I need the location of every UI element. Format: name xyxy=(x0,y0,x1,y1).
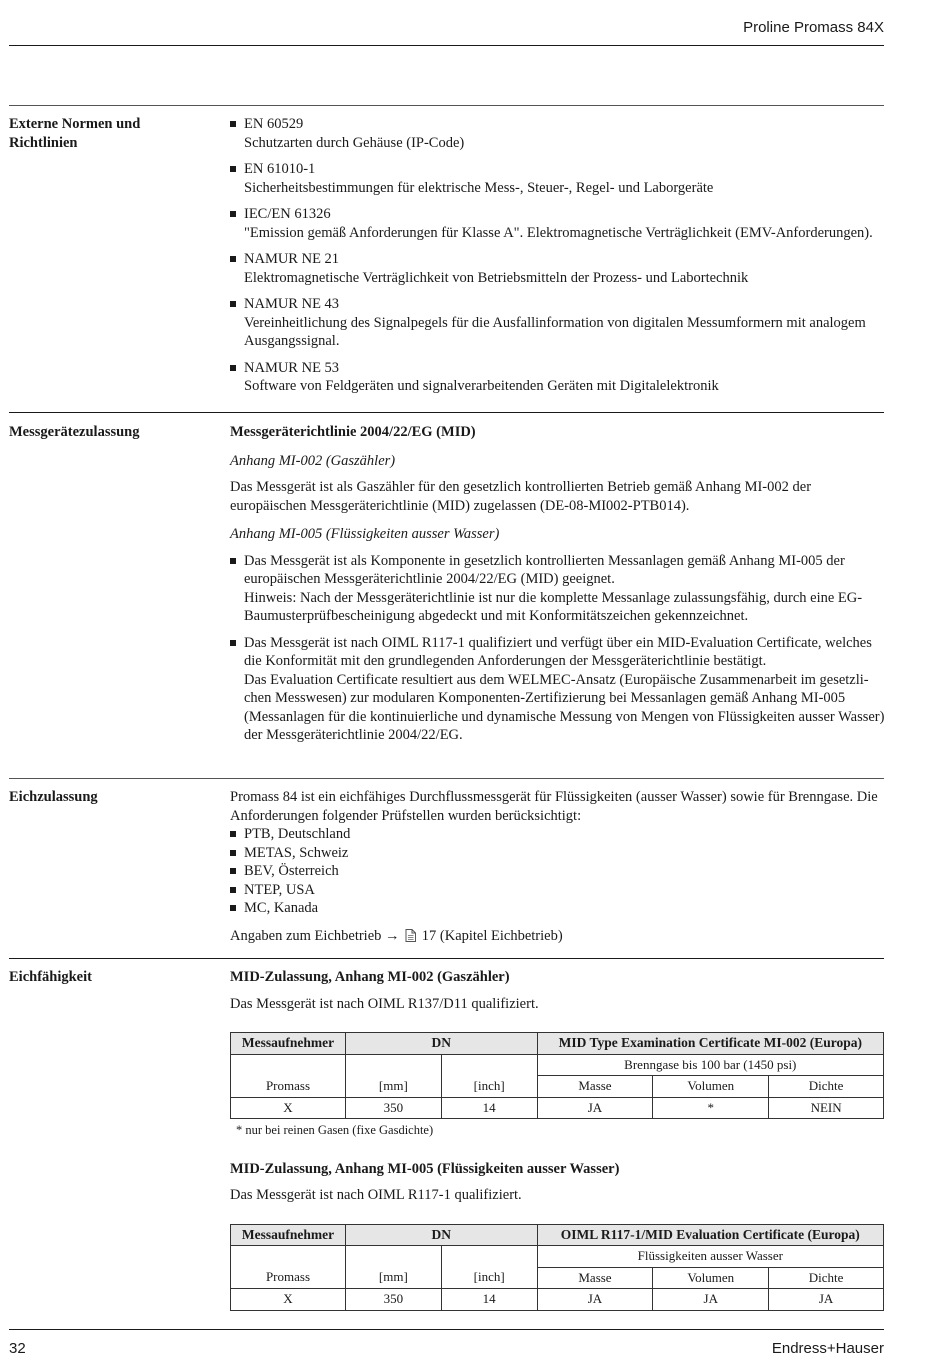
table-cell: JA xyxy=(653,1289,769,1311)
mi005-intro: Das Messgerät ist nach OIML R117-1 qualifiziert. xyxy=(230,1187,522,1203)
table-cell: 350 xyxy=(345,1097,441,1119)
eichzulassung-intro: Promass 84 ist ein eichfähiges Durchflussmessgerät für Flüssigkeiten (ausser Wasser) sowie für Brenngase. Die Anforderungen folgender Prüfstellen wurden berücksichtigt: xyxy=(230,789,878,824)
table-cell: X xyxy=(231,1097,346,1119)
table-cell: X xyxy=(231,1289,346,1311)
table-subheader-cell: Brenngase bis 100 bar (1450 psi) xyxy=(537,1054,883,1076)
list-item: METAS, Schweiz xyxy=(230,844,885,863)
table-unit-cell: [mm] xyxy=(345,1076,441,1098)
table-cell: 350 xyxy=(345,1289,441,1311)
table-cell xyxy=(231,1054,346,1076)
standard-desc: Schutzarten durch Gehäuse (IP-Code) xyxy=(244,134,465,151)
eichzulassung-content xyxy=(230,788,885,947)
annex1-text: Das Messgerät ist als Gaszähler für den gesetzlich kontrollierten Betrieb gemäß Anhang MI-002 der europäischen Messgeräterichtlinie (MID) zugelassen (DE-08-MI002-PTB014). xyxy=(230,479,812,514)
table-row xyxy=(231,1097,884,1119)
section-divider xyxy=(9,105,884,106)
standard-desc: Sicherheitsbestimmungen für elektrische Mess-, Steuer-, Regel- und Laborgeräte xyxy=(244,179,714,196)
list-item xyxy=(230,359,885,396)
table-cell: 14 xyxy=(441,1289,537,1311)
mi002-heading: MID-Zulassung, Anhang MI-002 (Gaszähler) xyxy=(230,969,510,985)
list-item: MC, Kanada xyxy=(230,899,885,918)
section-label-eichfaehigkeit: Eichfähigkeit xyxy=(9,969,92,985)
eichfaehigkeit-content xyxy=(230,968,885,1311)
standard-title: IEC/EN 61326 xyxy=(244,206,331,222)
mi002-table xyxy=(230,1032,884,1119)
standard-title: NAMUR NE 53 xyxy=(244,359,340,376)
normen-content xyxy=(230,115,885,404)
normen-list xyxy=(230,115,885,396)
reference-text: Angaben zum Eichbetrieb → xyxy=(230,927,400,944)
section-label-zulassung: Messgerätezulassung xyxy=(9,424,140,440)
bullet-text: Das Messgerät ist nach OIML R117-1 qualifiziert und verfügt über ein MID-Evaluation Certificate, welches die Konformität mit den grundlegenden Anforderungen der Messgeräterichtlinie bestätigt. xyxy=(244,634,872,669)
table-cell: 14 xyxy=(441,1097,537,1119)
annex2-list xyxy=(230,552,885,745)
list-item xyxy=(230,115,885,152)
table-cell: JA xyxy=(769,1289,884,1311)
section-divider xyxy=(9,778,884,779)
table-unit-cell: Volumen xyxy=(653,1076,769,1098)
table-subheader-cell: Flüssigkeiten ausser Wasser xyxy=(537,1246,883,1268)
page-number: 32 xyxy=(9,1340,26,1357)
table-unit-cell: Dichte xyxy=(769,1076,884,1098)
table-cell xyxy=(345,1246,441,1268)
annex1-title: Anhang MI-002 (Gaszähler) xyxy=(230,452,396,469)
standard-title: EN 60529 xyxy=(244,116,304,132)
mi002-intro: Das Messgerät ist nach OIML R137/D11 qualifiziert. xyxy=(230,995,539,1012)
section-label-normen: Externe Normen und Richtlinien xyxy=(9,116,141,151)
footer-brand: Endress+Hauser xyxy=(771,1340,884,1357)
standard-desc: Elektromagnetische Verträglichkeit von Betriebsmitteln der Prozess- und Labortechnik xyxy=(244,269,749,286)
list-item xyxy=(230,295,885,351)
table-cell xyxy=(441,1246,537,1268)
list-item: NTEP, USA xyxy=(230,881,885,900)
section-label-eichzulassung: Eichzulassung xyxy=(9,789,98,805)
standard-title: NAMUR NE 21 xyxy=(244,251,340,267)
bullet-note: Hinweis: Nach der Messgeräterichtlinie ist nur die komplette Messanlage zulassungsfähig, durch eine EG-Baumusterprüfbescheinigung abgedeckt und mit Konformitätszeichen gekennzeichnet. xyxy=(244,589,863,624)
section-divider xyxy=(9,412,884,413)
standard-title: NAMUR NE 43 xyxy=(244,296,340,312)
standard-desc: Software von Feldgeräten und signalverarbeitenden Geräten mit Digitalelektronik xyxy=(244,378,719,394)
table-cell: NEIN xyxy=(769,1097,884,1119)
table-header-cell: Messaufnehmer xyxy=(231,1224,346,1246)
table-cell xyxy=(441,1054,537,1076)
mi005-heading: MID-Zulassung, Anhang MI-005 (Flüssigkeiten ausser Wasser) xyxy=(230,1160,620,1177)
list-item xyxy=(230,552,885,626)
section-divider xyxy=(9,958,884,959)
standard-title: EN 61010-1 xyxy=(244,161,316,177)
list-item: PTB, Deutschland xyxy=(230,825,885,844)
zulassung-heading: Messgeräterichtlinie 2004/22/EG (MID) xyxy=(230,424,476,440)
table-unit-cell: Promass xyxy=(231,1076,346,1098)
footer-rule xyxy=(9,1329,884,1330)
table-unit-cell: Dichte xyxy=(769,1267,884,1289)
table-cell xyxy=(345,1054,441,1076)
table-unit-cell: [inch] xyxy=(441,1267,537,1289)
table-unit-cell: [inch] xyxy=(441,1076,537,1098)
table-cell: JA xyxy=(537,1097,653,1119)
zulassung-content xyxy=(230,423,885,753)
table-row xyxy=(231,1289,884,1311)
table-cell: * xyxy=(653,1097,769,1119)
table-header-cell: Messaufnehmer xyxy=(231,1033,346,1055)
table-cell xyxy=(231,1246,346,1268)
document-header-title: Proline Promass 84X xyxy=(743,19,884,36)
table-unit-cell: Promass xyxy=(231,1267,346,1289)
list-item xyxy=(230,160,885,197)
list-item xyxy=(230,205,885,242)
list-item xyxy=(230,634,885,745)
table-unit-cell: [mm] xyxy=(345,1267,441,1289)
annex2-title: Anhang MI-005 (Flüssigkeiten ausser Wasser) xyxy=(230,526,500,542)
pruefstellen-list xyxy=(230,825,885,918)
document-page-icon xyxy=(405,929,416,948)
table-cell: JA xyxy=(537,1289,653,1311)
reference-page[interactable]: 17 (Kapitel Eichbetrieb) xyxy=(421,927,563,944)
table-unit-cell: Volumen xyxy=(653,1267,769,1289)
bullet-text: Das Messgerät ist als Komponente in gesetzlich kontrollierten Messanlagen gemäß Anhang MI-005 der europäischen Messgeräterichtlinie 2004/22/EG (MID) geeignet. xyxy=(244,552,845,587)
table-header-cell: DN xyxy=(345,1224,537,1246)
list-item xyxy=(230,250,885,287)
bullet-note: Das Evaluation Certificate resultiert aus dem WELMEC-Ansatz (Europäische Zusammenarbeit im gesetzli-chen Messwesen) zur modularen Komponenten-Zertifizierung bei Messanlagen gemäß Anhang MI-005 (Messanlagen für die kontinuierliche und dynamische Messung von Mengen von Flüssigkeiten ausser Wasser) der Messgeräterichtlinie 2004/22/EG. xyxy=(244,671,885,743)
table-footnote: * nur bei reinen Gasen (fixe Gasdichte) xyxy=(236,1123,434,1137)
standard-desc: "Emission gemäß Anforderungen für Klasse A". Elektromagnetische Verträglichkeit (EMV-Anforderungen). xyxy=(244,224,873,241)
mi005-table xyxy=(230,1224,884,1311)
table-header-cell: DN xyxy=(345,1033,537,1055)
table-unit-cell: Masse xyxy=(537,1267,653,1289)
table-header-cell: MID Type Examination Certificate MI-002 (Europa) xyxy=(537,1033,883,1055)
header-rule xyxy=(9,45,884,46)
table-header-cell: OIML R117-1/MID Evaluation Certificate (Europa) xyxy=(537,1224,883,1246)
table-unit-cell: Masse xyxy=(537,1076,653,1098)
standard-desc: Vereinheitlichung des Signalpegels für die Ausfallinformation von digitalen Messumformern mit analogem Ausgangssignal. xyxy=(244,314,866,349)
list-item: BEV, Österreich xyxy=(230,862,885,881)
page-reference xyxy=(230,927,885,948)
